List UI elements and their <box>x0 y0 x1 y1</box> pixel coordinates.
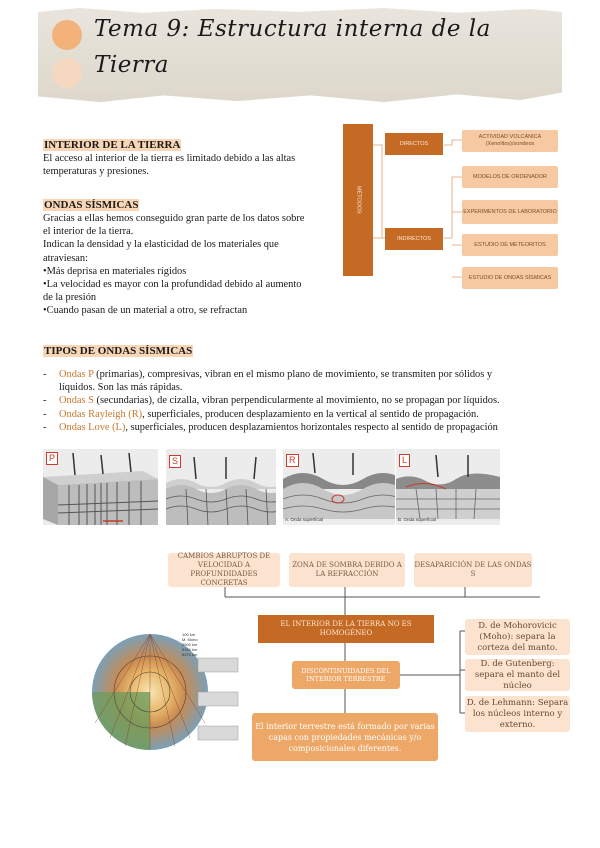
wave-label-l: L <box>399 454 410 467</box>
wave-label-p: P <box>46 452 58 465</box>
ondas-line-5: •Más deprisa en materiales rígidos <box>43 265 187 277</box>
earth-legend-1: 100 km <box>182 632 196 637</box>
mindmap-actividad-line1: ACTIVIDAD VOLCÁNICA <box>478 134 542 140</box>
mindmap-modelos-ordenador: MODELOS DE ORDENADOR <box>462 166 558 188</box>
tipos-dash: - <box>43 421 47 433</box>
earth-legend-3: 2900 km <box>182 642 198 647</box>
mindmap-indirectos: INDIRECTOS <box>385 228 443 250</box>
mindmap-directos: DIRECTOS <box>385 133 443 155</box>
heading-interior: INTERIOR DE LA TIERRA <box>44 139 181 151</box>
earth-legend-5: 6370 km <box>182 652 198 657</box>
section-ondas <box>43 193 333 318</box>
wave-caption-r: A. Onda superficial <box>285 517 324 522</box>
box-cambios-abruptos: CAMBIOS ABRUPTOS DE VELOCIDAD A PROFUNDIDADES CONCRETAS <box>168 553 280 587</box>
decorative-circle-peach <box>52 58 82 88</box>
tipos-name-l: Ondas Love (L) <box>59 421 126 433</box>
box-desaparicion-ondas-s: DESAPARICIÓN DE LAS ONDAS S <box>414 553 532 587</box>
ondas-line-7: de la presión <box>43 292 97 304</box>
mindmap-root-metodos: MÉTODOS <box>343 124 373 276</box>
wave-r-illustration <box>283 449 395 525</box>
decorative-circle-orange <box>52 20 82 50</box>
tipos-desc-r: , superficiales, producen desplazamiento en la vertical al sentido de propagación. <box>142 408 479 420</box>
wave-label-s: S <box>169 455 181 468</box>
tipos-name-p: Ondas P <box>59 369 94 380</box>
box-gutenberg: D. de Gutenberg: separa el manto del núcleo <box>465 659 570 691</box>
wave-caption-l: B. Onda superficial <box>398 517 437 522</box>
ondas-line-3: Indican la densidad y la elasticidad de los materiales que <box>43 239 279 251</box>
wave-image-s <box>166 449 276 525</box>
heading-tipos-wrap <box>43 339 193 358</box>
box-capas: El interior terrestre está formado por varias capas con propiedades mecánicas y/o composicionales diferentes. <box>252 713 438 761</box>
ondas-line-4: atraviesan: <box>43 252 89 264</box>
ondas-line-6: •La velocidad es mayor con la profundidad debido al aumento <box>43 279 302 291</box>
heading-ondas: ONDAS SÍSMICAS <box>44 199 139 211</box>
wave-image-l <box>396 449 500 525</box>
box-lehmann: D. de Lehmann: Separa los núcleos interno y externo. <box>465 696 570 732</box>
wave-s-illustration <box>166 449 276 525</box>
tipos-dash: - <box>43 408 47 420</box>
tipos-dash: - <box>43 395 47 407</box>
mindmap-meteoritos: ESTUDIO DE METEORITOS <box>462 234 558 256</box>
tipos-dash: - <box>43 369 47 380</box>
tipos-list <box>43 368 563 434</box>
tipos-item-s <box>43 394 563 407</box>
mindmap-actividad-line2: (Xenolitos)/sondeos <box>485 141 535 147</box>
box-discontinuidades: DISCONTINUIDADES DEL INTERIOR TERRESTRE <box>292 661 400 689</box>
wave-l-illustration <box>396 449 500 525</box>
ondas-line-2: el interior de la tierra. <box>43 226 134 238</box>
interior-line-1: El acceso al interior de la tierra es limitado debido a las altas <box>43 153 296 164</box>
section-interior <box>43 133 295 178</box>
tipos-name-r: Ondas Rayleigh (R) <box>59 408 143 420</box>
tipos-desc-s: (secundarias), de cizalla, vibran perpendicularmente al movimiento, no se propagan por líquidos. <box>93 395 500 407</box>
earth-legend <box>182 632 198 657</box>
tipos-desc-p-2: líquidos. Son las más rápidas. <box>59 382 183 394</box>
wave-image-p <box>43 449 158 525</box>
tipos-desc-p: (primarias), compresivas, vibran en el mismo plano de movimiento, se transmiten por sólidos y <box>93 369 493 380</box>
tipos-item-l <box>43 421 563 434</box>
box-interior-no-homogeneo: EL INTERIOR DE LA TIERRA NO ES HOMOGÉNEO <box>258 615 434 643</box>
mindmap-actividad-volcanica <box>462 130 558 152</box>
earth-diagram <box>50 628 245 758</box>
box-moho: D. de Mohorovicic (Moho): separa la corteza del manto. <box>465 619 570 655</box>
tipos-item-p <box>43 368 563 394</box>
interior-line-2: temperaturas y presiones. <box>43 166 149 178</box>
heading-tipos: TIPOS DE ONDAS SÍSMICAS <box>44 345 193 357</box>
ondas-line-1: Gracias a ellas hemos conseguido gran parte de los datos sobre <box>43 213 305 224</box>
mindmap-ondas-sismicas: ESTUDIO DE ONDAS SÍSMICAS <box>462 267 558 289</box>
box-zona-sombra: ZONA DE SOMBRA DEBIDO A LA REFRACCIÓN <box>289 553 405 587</box>
wave-label-r: R <box>286 454 299 467</box>
earth-cross-section <box>50 628 245 758</box>
wave-image-r <box>283 449 395 525</box>
tipos-item-r <box>43 408 563 421</box>
ondas-line-8: •Cuando pasan de un material a otro, se refractan <box>43 305 248 317</box>
wave-p-illustration <box>43 449 158 525</box>
page-title-line2: Tierra <box>94 52 170 78</box>
tipos-desc-l: , superficiales, producen desplazamientos horizontales respecto al sentido de propagación <box>125 421 498 433</box>
page-title-line1: Tema 9: Estructura interna de la <box>94 16 491 42</box>
earth-legend-4: 5150 km <box>182 647 198 652</box>
tipos-name-s: Ondas S <box>59 395 94 407</box>
mindmap-experimentos: EXPERIMENTOS DE LABORATORIO <box>462 200 558 224</box>
earth-legend-2: M. Moho <box>182 637 198 642</box>
